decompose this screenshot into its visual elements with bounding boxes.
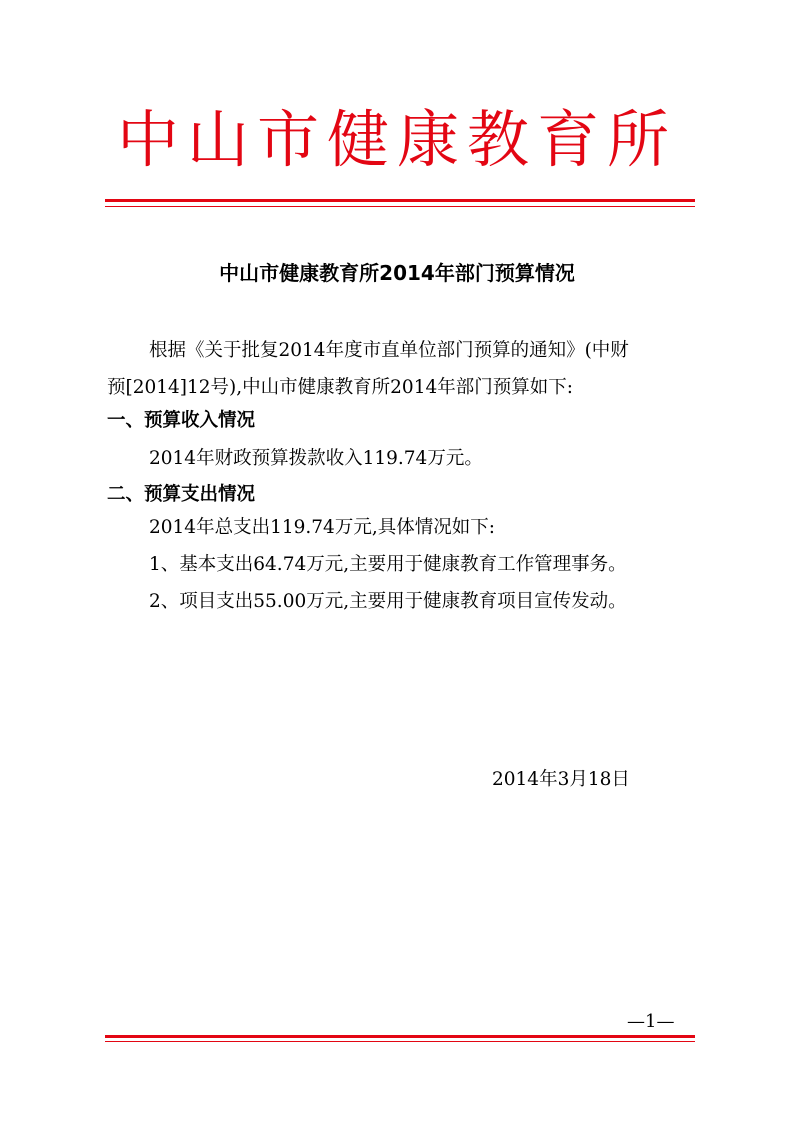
document-date: 2014年3月18日 [492, 769, 630, 790]
expenditure-text: 2014年总支出119.74万元,具体情况如下: [149, 517, 495, 538]
expenditure-item-1: 1、基本支出64.74万元,主要用于健康教育工作管理事务。 [149, 554, 627, 575]
document-title: 中山市健康教育所2014年部门预算情况 [219, 261, 575, 285]
footer-rule-thin [105, 1041, 695, 1042]
masthead-title: 中山市健康教育所 [116, 103, 677, 176]
intro-line-1: 根据《关于批复2014年度市直单位部门预算的通知》(中财 [149, 340, 629, 361]
expenditure-item-2: 2、项目支出55.00万元,主要用于健康教育项目宣传发动。 [149, 591, 627, 612]
header-rule-thick [105, 199, 695, 202]
intro-line-2: 预[2014]12号),中山市健康教育所2014年部门预算如下: [107, 377, 573, 398]
income-text: 2014年财政预算拨款收入119.74万元。 [149, 448, 483, 469]
section-heading-income: 一、预算收入情况 [107, 410, 256, 431]
page-number: —1— [627, 1011, 675, 1032]
footer-rule-thick [105, 1035, 695, 1038]
section-heading-expenditure: 二、预算支出情况 [107, 484, 256, 505]
header-rule-thin [105, 206, 695, 207]
